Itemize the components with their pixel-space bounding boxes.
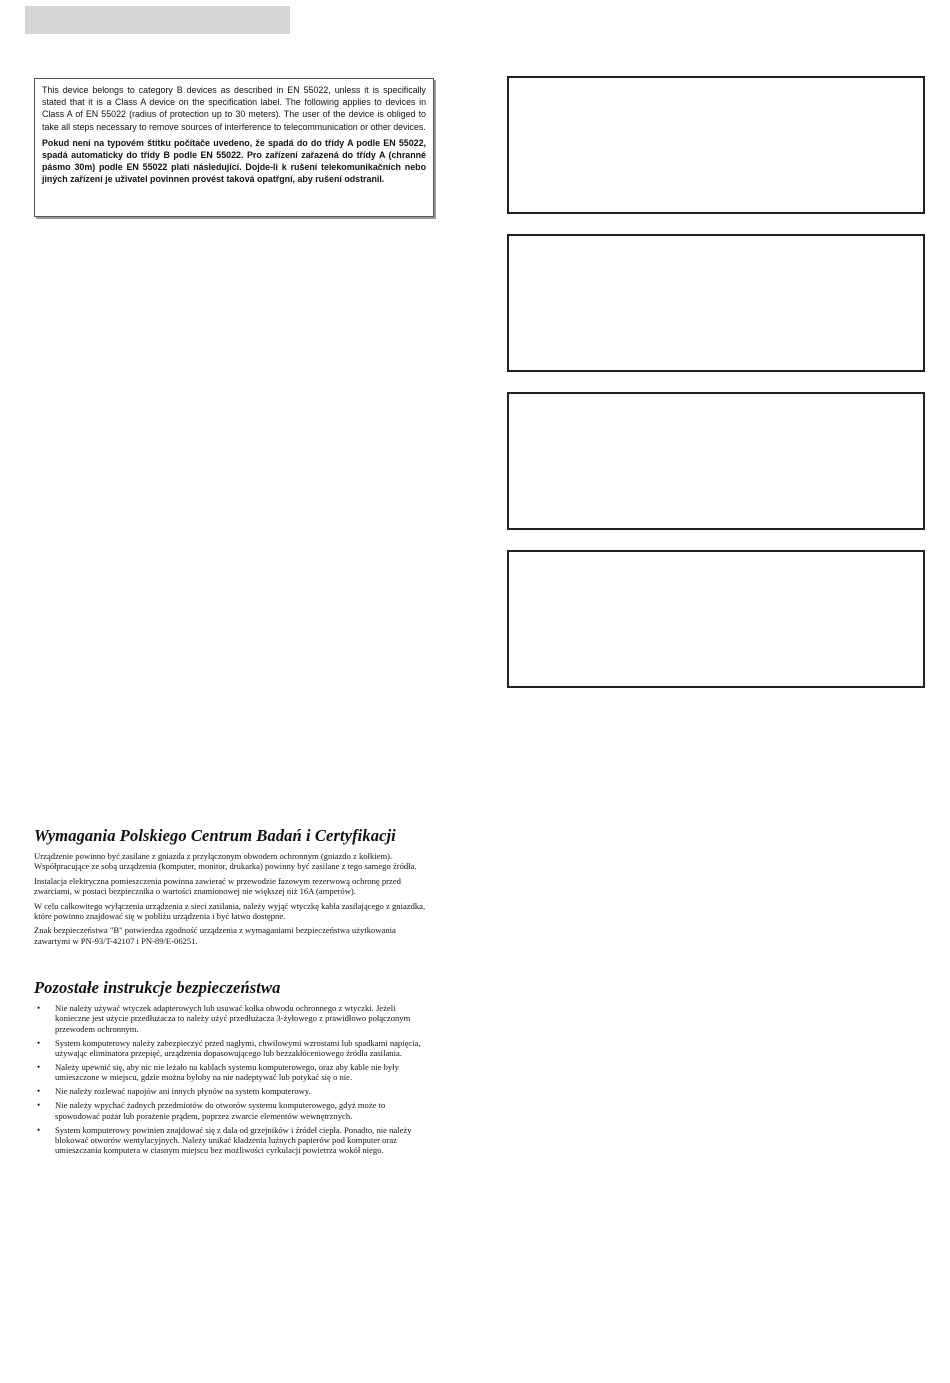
list-item (34, 1100, 429, 1121)
blank-box-1 (507, 76, 925, 214)
list-item-text: System komputerowy powinien znajdować się z dala od grzejników i źródeł ciepła. Ponadto, nie należy blokować otworów wentylacyjnych. Należy unikać kładzenia luźnych papierów pod komputer oraz umieszczania komputera w ciasnym miejscu bez możliwości cyrkulacji powietrza wokół niego. (55, 1124, 412, 1156)
list-item-text: Nie należy rozlewać napojów ani innych płynów na system komputerowy. (55, 1086, 311, 1097)
emc-notice-czech: Pokud není na typovém štítku počítače uvedeno, že spadá do do třídy A podle EN 55022, spadá automaticky do třídy B podle EN 55022. Pro zařízení zařazená do třídy A (chranné pásmo 30m) podle EN 55022 platí následující. Dojde-li k rušení telekomunikačních nebo jiných zařízení je uživatel povinnen provést taková opatřgní, aby rušení odstranil. (42, 137, 426, 185)
emc-notice-box (34, 78, 434, 217)
list-item (34, 1003, 429, 1034)
emc-notice-english: This device belongs to category B devices as described in EN 55022, unless it is specifically stated that it is a Class A device on the specification label. The following applies to devices in Class A of EN 55022 (radius of protection up to 30 meters). The user of the device is obliged to take all steps necessary to remove sources of interference to telecommunication or other devices. (42, 85, 426, 132)
list-item-text: System komputerowy należy zabezpieczyć przed nagłymi, chwilowymi wzrostami lub spadkami napięcia, używając eliminatora przepięć, urządzenia dopasowującego lub bezzakłóceniowego źródła zasilania. (55, 1037, 421, 1059)
bullet-icon: • (37, 1100, 41, 1111)
pcbc-paragraph: Instalacja elektryczna pomieszczenia powinna zawierać w przewodzie fazowym rezerwową ochronę przed zwarciami, w postaci bezpiecznika o wartości znamionowej nie większej niż 16A (amperów). (34, 875, 401, 897)
list-item-text: Nie należy wpychać żadnych przedmiotów do otworów systemu komputerowego, gdyż może to spowodować pożar lub porażenie prądem, poprzez zwarcie elementów wewnętrznych. (55, 1100, 386, 1121)
blank-box-2 (507, 234, 925, 372)
list-item-text: Należy upewnić się, aby nic nie leżało na kablach systemu komputerowego, oraz aby kable nie były umieszczone w miejscu, gdzie można byłoby na nie nadeptywać lub potykać się o nie. (55, 1062, 399, 1083)
blank-box-4 (507, 550, 925, 688)
bullet-icon: • (37, 1003, 41, 1013)
safety-list (34, 1003, 429, 1156)
list-item (34, 1086, 429, 1096)
header-bar (25, 6, 290, 34)
pcbc-paragraph: Znak bezpieczeństwa "B" potwierdza zgodność urządzenia z wymaganiami bezpieczeństwa użytkowania zawartymi w PN-93/T-42107 i PN-89/E-06251. (34, 925, 396, 946)
pcbc-heading: Wymagania Polskiego Centrum Badań i Certyfikacji (34, 826, 396, 845)
list-item (34, 1038, 429, 1059)
list-item (34, 1062, 429, 1083)
pcbc-paragraph: Urządzenie powinno być zasilane z gniazda z przyłączonym obwodem ochronnym (gniazdo z kołkiem). Współpracujące ze sobą urządzenia (komputer, monitor, drukarka) powinny być zasilane z tego samego źródła. (34, 851, 417, 872)
bullet-icon: • (37, 1086, 41, 1097)
safety-section (34, 978, 429, 1159)
safety-heading: Pozostałe instrukcje bezpieczeństwa (34, 978, 281, 997)
bullet-icon: • (37, 1037, 41, 1048)
bullet-icon: • (37, 1062, 41, 1073)
blank-box-3 (507, 392, 925, 530)
bullet-icon: • (37, 1124, 41, 1135)
pcbc-section (34, 826, 429, 950)
list-item (34, 1125, 429, 1156)
list-item-text: Nie należy używać wtyczek adapterowych lub usuwać kołka obwodu ochronnego z wtyczki. Jeżeli konieczne jest użycie przedłużacza to należy użyć przedłużacza 3-żyłowego z prawidłowo połączonym przewodem ochronnym. (55, 1003, 411, 1034)
pcbc-paragraph: W celu całkowitego wyłączenia urządzenia z sieci zasilania, należy wyjąć wtyczkę kabla zasilającego z gniazdka, które powinno znajdować się w pobliżu urządzenia i być łatwo dostępne. (34, 900, 426, 922)
